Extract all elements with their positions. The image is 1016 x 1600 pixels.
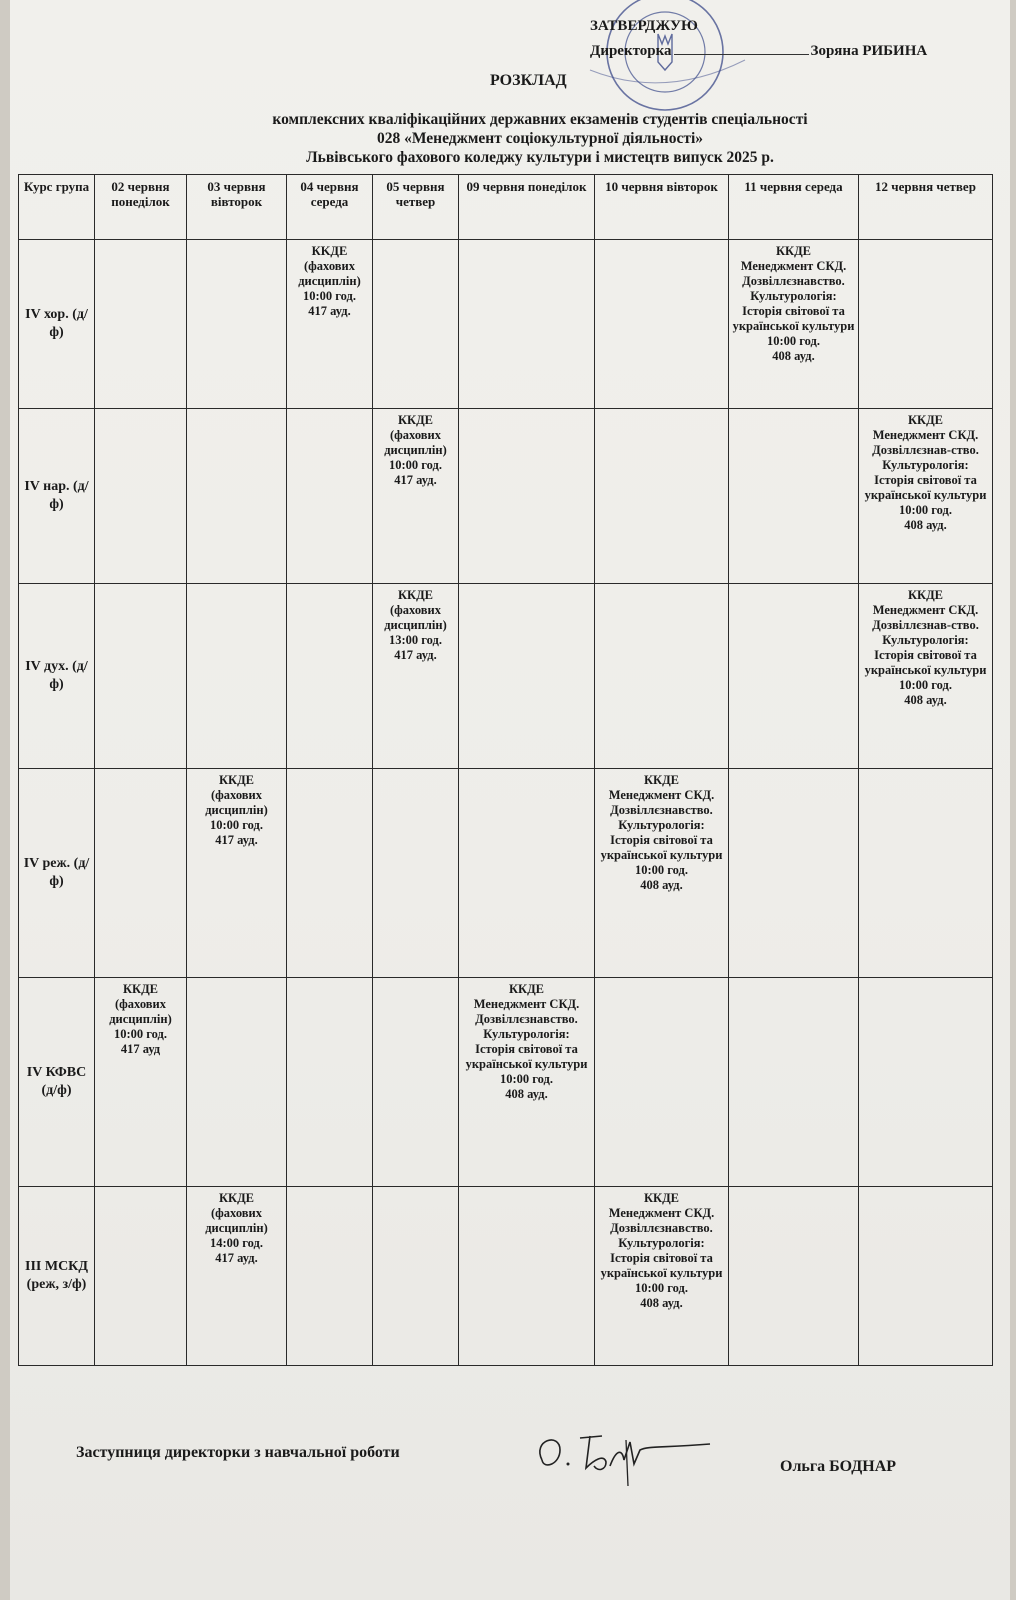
deputy-title: Заступниця директорки з навчальної роботи (76, 1444, 400, 1461)
empty-cell (729, 978, 859, 1187)
empty-cell (859, 240, 993, 409)
empty-cell (95, 240, 187, 409)
empty-cell (729, 1187, 859, 1366)
schedule-table (18, 174, 993, 1366)
approval-heading: ЗАТВЕРДЖУЮ (590, 18, 698, 34)
header-cell: 09 червня понеділок (459, 175, 595, 240)
exam-cell: ККДЕ Менеджмент СКД. Дозвіллєзнавство. Культурологія: Історія світової та української культури 10:00 год. 408 ауд. (729, 240, 859, 409)
approval-block (590, 18, 927, 60)
approval-name: Зоряна РИБИНА (810, 43, 928, 59)
empty-cell (459, 584, 595, 769)
header-cell: 05 червня четвер (373, 175, 459, 240)
table-row (19, 409, 993, 584)
empty-cell (95, 769, 187, 978)
empty-cell (459, 769, 595, 978)
group-cell: III МСКД (реж, з/ф) (19, 1187, 95, 1366)
exam-cell: ККДЕ Менеджмент СКД. Дозвіллєзнав-ство. Культурологія: Історія світової та української культури 10:00 год. 408 ауд. (859, 584, 993, 769)
empty-cell (95, 409, 187, 584)
empty-cell (187, 240, 287, 409)
table-row (19, 240, 993, 409)
header-cell: 11 червня середа (729, 175, 859, 240)
empty-cell (859, 978, 993, 1187)
exam-cell: ККДЕ Менеджмент СКД. Дозвіллєзнавство. Культурологія: Історія світової та української культури 10:00 год. 408 ауд. (595, 1187, 729, 1366)
header-cell: 03 червня вівторок (187, 175, 287, 240)
group-cell: IV хор. (д/ф) (19, 240, 95, 409)
document-title: РОЗКЛАД (490, 72, 567, 89)
signature-line (674, 54, 809, 55)
empty-cell (373, 769, 459, 978)
header-cell: 04 червня середа (287, 175, 373, 240)
header-cell: Курс група (19, 175, 95, 240)
empty-cell (95, 1187, 187, 1366)
header-cell: 12 червня четвер (859, 175, 993, 240)
table-row (19, 769, 993, 978)
empty-cell (373, 240, 459, 409)
exam-cell: КKДЕ (фахових дисциплін) 10:00 год. 417 ауд. (287, 240, 373, 409)
subtitle-line: комплексних кваліфікаційних державних екзаменів студентів спеціальності (272, 111, 808, 128)
empty-cell (373, 978, 459, 1187)
exam-cell: ККДЕ Менеджмент СКД. Дозвіллєзнавство. Культурологія: Історія світової та української культури 10:00 год. 408 ауд. (459, 978, 595, 1187)
deputy-name: Ольга БОДНАР (780, 1458, 897, 1475)
empty-cell (95, 584, 187, 769)
group-cell: IV КФВС (д/ф) (19, 978, 95, 1187)
group-cell: IV дух. (д/ф) (19, 584, 95, 769)
header-cell: 10 червня вівторок (595, 175, 729, 240)
exam-cell: ККДЕ (фахових дисциплін) 14:00 год. 417 ауд. (187, 1187, 287, 1366)
exam-cell: ККДЕ Менеджмент СКД. Дозвіллєзнавство. Культурологія: Історія світової та української культури 10:00 год. 408 ауд. (595, 769, 729, 978)
approval-position: Директорка (590, 43, 672, 59)
table-row (19, 1187, 993, 1366)
exam-cell: ККДЕ (фахових дисциплін) 10:00 год. 417 ауд. (187, 769, 287, 978)
document-subtitle (160, 110, 920, 167)
empty-cell (729, 769, 859, 978)
handwritten-signature (530, 1420, 720, 1490)
empty-cell (287, 584, 373, 769)
subtitle-line: Львівського фахового коледжу культури і мистецтв випуск 2025 р. (306, 149, 774, 166)
empty-cell (595, 240, 729, 409)
group-cell: IV нар. (д/ф) (19, 409, 95, 584)
empty-cell (595, 584, 729, 769)
header-cell: 02 червня понеділок (95, 175, 187, 240)
table-row (19, 584, 993, 769)
empty-cell (459, 240, 595, 409)
empty-cell (187, 409, 287, 584)
empty-cell (859, 769, 993, 978)
empty-cell (729, 409, 859, 584)
exam-cell: ККДЕ (фахових дисциплін) 10:00 год. 417 ауд. (373, 409, 459, 584)
exam-cell: ККДЕ Менеджмент СКД. Дозвіллєзнав-ство. Культурологія: Історія світової та української культури 10:00 год. 408 ауд. (859, 409, 993, 584)
subtitle-line: 028 «Менеджмент соціокультурної діяльності» (376, 130, 703, 147)
empty-cell (187, 978, 287, 1187)
empty-cell (729, 584, 859, 769)
empty-cell (459, 409, 595, 584)
empty-cell (187, 584, 287, 769)
table-row (19, 978, 993, 1187)
empty-cell (287, 978, 373, 1187)
empty-cell (459, 1187, 595, 1366)
empty-cell (859, 1187, 993, 1366)
empty-cell (373, 1187, 459, 1366)
empty-cell (595, 978, 729, 1187)
empty-cell (287, 1187, 373, 1366)
exam-cell: ККДЕ (фахових дисциплін) 10:00 год. 417 ауд (95, 978, 187, 1187)
header-row (19, 175, 993, 240)
empty-cell (595, 409, 729, 584)
empty-cell (287, 409, 373, 584)
group-cell: IV реж. (д/ф) (19, 769, 95, 978)
document-page (10, 0, 1010, 1600)
exam-cell: ККДЕ (фахових дисциплін) 13:00 год. 417 ауд. (373, 584, 459, 769)
empty-cell (287, 769, 373, 978)
